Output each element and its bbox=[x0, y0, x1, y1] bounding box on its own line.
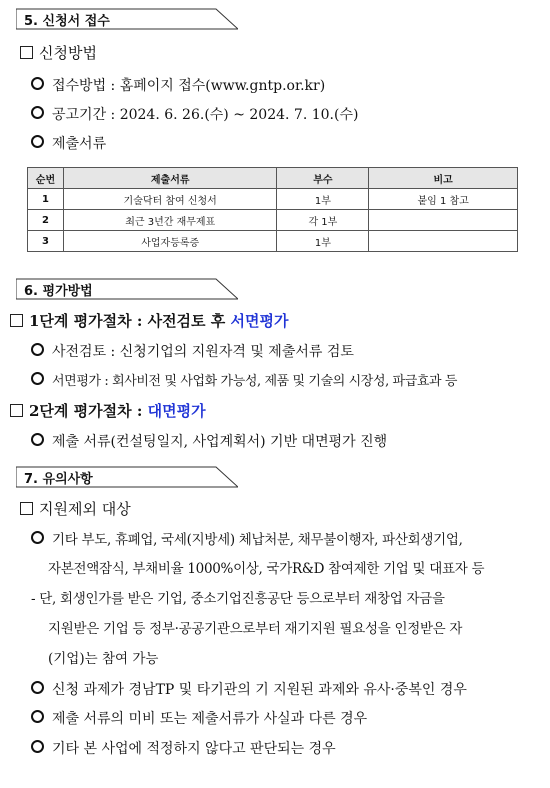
section-5-item: 공고기간 : 2024. 6. 26.(수) ~ 2024. 7. 10.(수) bbox=[31, 106, 358, 124]
table-row bbox=[28, 210, 518, 231]
step-1-highlight: 서면평가 bbox=[230, 312, 289, 330]
table-cell bbox=[369, 231, 518, 252]
table-cell: 최근 3년간 재무제표 bbox=[63, 210, 277, 231]
circle-bullet-icon bbox=[31, 135, 44, 148]
table-header: 비고 bbox=[369, 168, 518, 189]
circle-bullet-icon bbox=[31, 433, 44, 446]
square-bullet-icon bbox=[10, 314, 23, 327]
circle-bullet-icon bbox=[31, 343, 44, 356]
table-cell bbox=[369, 210, 518, 231]
exclusion-item: 제출 서류의 미비 또는 제출서류가 사실과 다른 경우 bbox=[31, 710, 367, 728]
square-bullet-icon bbox=[10, 404, 23, 417]
circle-bullet-icon bbox=[31, 740, 44, 753]
table-cell: 각 1부 bbox=[277, 210, 369, 231]
square-bullet-icon bbox=[20, 46, 33, 59]
table-row bbox=[28, 231, 518, 252]
section-7-header bbox=[16, 466, 238, 486]
documents-table bbox=[27, 167, 518, 252]
section-5-title: 5. 신청서 접수 bbox=[24, 14, 110, 29]
step-1-item: 서면평가 : 회사비전 및 사업화 가능성, 제품 및 기술의 시장성, 파급효과 등 bbox=[31, 372, 457, 391]
step-2-item: 제출 서류(컨설팅일지, 사업계획서) 기반 대면평가 진행 bbox=[31, 433, 387, 451]
table-cell: 2 bbox=[28, 210, 64, 231]
exclusion-item: 신청 과제가 경남TP 및 타기관의 기 지원된 과제와 유사·중복인 경우 bbox=[31, 681, 467, 699]
table-cell: 1부 bbox=[277, 189, 369, 210]
step-1-heading: 1단계 평가절차 : 사전검토 후 서면평가 bbox=[10, 312, 288, 330]
section-7-subtitle: 지원제외 대상 bbox=[20, 500, 131, 518]
section-5-item: 제출서류 bbox=[31, 135, 106, 153]
exclusion-item: 기타 본 사업에 적정하지 않다고 판단되는 경우 bbox=[31, 740, 336, 758]
circle-bullet-icon bbox=[31, 77, 44, 90]
circle-bullet-icon bbox=[31, 681, 44, 694]
table-header-row bbox=[28, 168, 518, 189]
section-5-item: 접수방법 : 홈페이지 접수(www.gntp.or.kr) bbox=[31, 77, 325, 95]
circle-bullet-icon bbox=[31, 372, 44, 385]
exclusion-item-continued: 자본전액잠식, 부채비율 1000%이상, 국가R&D 참여제한 기업 및 대표자 등 bbox=[48, 561, 485, 577]
circle-bullet-icon bbox=[31, 531, 44, 544]
exception-note: - 단, 회생인가를 받은 기업, 중소기업진흥공단 등으로부터 재창업 자금을 bbox=[31, 591, 445, 607]
table-row bbox=[28, 189, 518, 210]
section-7-title: 7. 유의사항 bbox=[24, 472, 93, 487]
step-1-item: 사전검토 : 신청기업의 지원자격 및 제출서류 검토 bbox=[31, 343, 354, 361]
step-2-heading: 2단계 평가절차 : 대면평가 bbox=[10, 402, 206, 420]
exception-note-continued: 지원받은 기업 등 정부·공공기관으로부터 재기지원 필요성을 인정받은 자 bbox=[48, 621, 463, 637]
table-header: 순번 bbox=[28, 168, 64, 189]
square-bullet-icon bbox=[20, 502, 33, 515]
table-cell: 3 bbox=[28, 231, 64, 252]
table-cell: 1부 bbox=[277, 231, 369, 252]
section-5-subtitle: 신청방법 bbox=[20, 44, 97, 62]
step-2-highlight: 대면평가 bbox=[147, 402, 206, 420]
table-cell: 붙임 1 참고 bbox=[369, 189, 518, 210]
table-header: 부수 bbox=[277, 168, 369, 189]
circle-bullet-icon bbox=[31, 710, 44, 723]
table-header: 제출서류 bbox=[63, 168, 277, 189]
table-cell: 사업자등록증 bbox=[63, 231, 277, 252]
section-6-header bbox=[16, 278, 238, 298]
section-6-title: 6. 평가방법 bbox=[24, 284, 93, 299]
circle-bullet-icon bbox=[31, 106, 44, 119]
section-5-header bbox=[16, 8, 238, 28]
exclusion-item: 기타 부도, 휴폐업, 국세(지방세) 체납처분, 채무불이행자, 파산회생기업, bbox=[31, 531, 463, 549]
table-cell: 1 bbox=[28, 189, 64, 210]
table-cell: 기술닥터 참여 신청서 bbox=[63, 189, 277, 210]
exception-note-continued: (기업)는 참여 가능 bbox=[48, 651, 159, 667]
